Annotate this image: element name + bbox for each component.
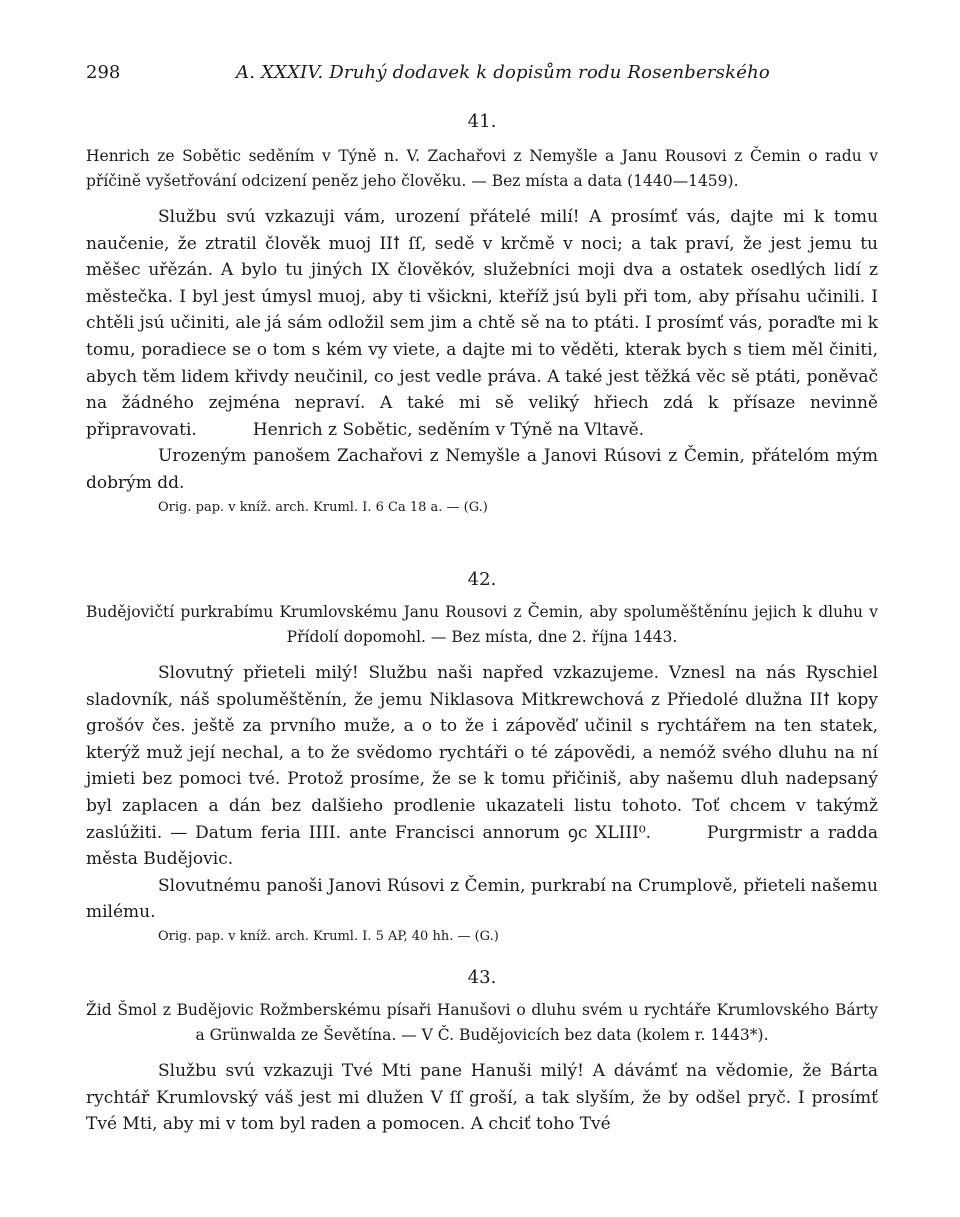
letter-body: [86, 660, 878, 873]
letter-body: [86, 1058, 878, 1138]
letter-text: Službu svú vzkazuji vám, urození přátelé milí! A prosímť vás, dajte mi k tomu naučenie, že ztratil člověk muoj IIꝉ ſſ, sedě v krčmě v noci; a tak praví, že jest jemu tu měšec uřězán. A bylo tu jiných IX člověkóv, služebníci moji dva a ostatek osedlých lidí z městečka. I byl jest úmysl muoj, aby ti všickni, kteříž jsú byli při tom, aby přísahu učinili. I chtěli jsú učiniti, ale já sám odložil sem jim a chtě sě na to ptáti. I prosímť vás, poraďte mi k tomu, poradiece se o tom s kém vy viete, a dajte mi to věděti, kterak bych s tiem měl činiti, abych těm lidem křivdy neučinil, co jest vedle práva. A také jest těžká věc sě ptáti, poněvač na žádného zejména nepraví. A také mi sě veliký hřiech zdá k přísaze nevinně připravovati.: [86, 207, 878, 440]
letter-summary: Žid Šmol z Budějovic Rožmberskému písaři Hanušovi o dluhu svém u rychtáře Krumlovského Bárty a Grünwalda ze Ševětína. — V Č. Budějovicích bez data (kolem r. 1443*).: [86, 1001, 878, 1044]
letter-text: Službu svú vzkazuji Tvé Mti pane Hanuši milý! A dávámť na vědomie, že Bárta rychtář Krumlovský váš jest mi dlužen V ſſ groší, a tak slyším, že by odšel pryč. I prosímť Tvé Mti, aby mi v tom byl raden a pomocen. A chciť toho Tvé: [86, 1061, 878, 1135]
archive-source: Orig. pap. v kníž. arch. Kruml. I. 6 Ca 18 a. — (G.): [158, 499, 488, 515]
letter-42: [86, 568, 878, 948]
letter-41: [86, 110, 878, 519]
letter-summary: Henrich ze Sobětic seděním v Týně n. V. Zachařovi z Nemyšle a Janu Rousovi z Čemin o radu v příčině vyšetřování odcizení peněz jeho člověku. — Bez místa a data (1440—1459).: [86, 147, 878, 190]
letter-signature: Purgrmistr a radda města Budějovic.: [86, 822, 878, 870]
letter-body: [86, 204, 878, 443]
letter-number: 43.: [467, 967, 497, 988]
letter-43: [86, 966, 878, 1138]
letter-address: Slovutnému panoši Janovi Rúsovi z Čemin, purkrabí na Crumplově, přieteli našemu milému.: [86, 875, 878, 923]
letter-number: 41.: [467, 111, 497, 132]
page-number: 298: [86, 62, 121, 83]
archive-source: Orig. pap. v kníž. arch. Kruml. I. 5 AP, 40 hh. — (G.): [158, 928, 499, 944]
letter-number: 42.: [467, 569, 497, 590]
letter-signature: Henrich z Sobětic, seděním v Týně na Vltavě.: [252, 419, 645, 440]
running-title: A. XXXIV. Druhý dodavek k dopisům rodu Rosenberského: [236, 62, 770, 83]
letter-summary: Budějovičtí purkrabímu Krumlovskému Janu Rousovi z Čemin, aby spoluměštěnínu jejich k dluhu v Přídolí dopomohl. — Bez místa, dne 2. října 1443.: [86, 603, 878, 646]
letter-text: Slovutný přieteli milý! Službu naši napřed vzkazujeme. Vznesl na nás Ryschiel sladovník, náš spoluměštěnín, že jemu Niklasova Mitkrewchová z Přiedolé dlužna IIꝉ kopy grošóv čes. ještě za prvního muže, a o to že i zápověď učinil s rychtářem na ten statek, kterýž muž její nechal, a to že svědomo rychtáři o té zápovědi, a nemóž svého dluhu na ní jmieti bez pomoci tvé. Protož prosíme, že se k tomu přičiniš, aby našemu dluh nadepsaný byl zaplacen a dán bez dalšieho prodlenie ukazateli listu tohoto. Toť chcem v takýmž zaslúžiti. — Datum feria IIII. ante Francisci annorum ꝯc XLIII⁰.: [86, 663, 878, 843]
letter-address: Urozeným panošem Zachařovi z Nemyšle a Janovi Rúsovi z Čemin, přátelóm mým dobrým dd.: [86, 446, 878, 493]
page-header: [86, 62, 876, 88]
